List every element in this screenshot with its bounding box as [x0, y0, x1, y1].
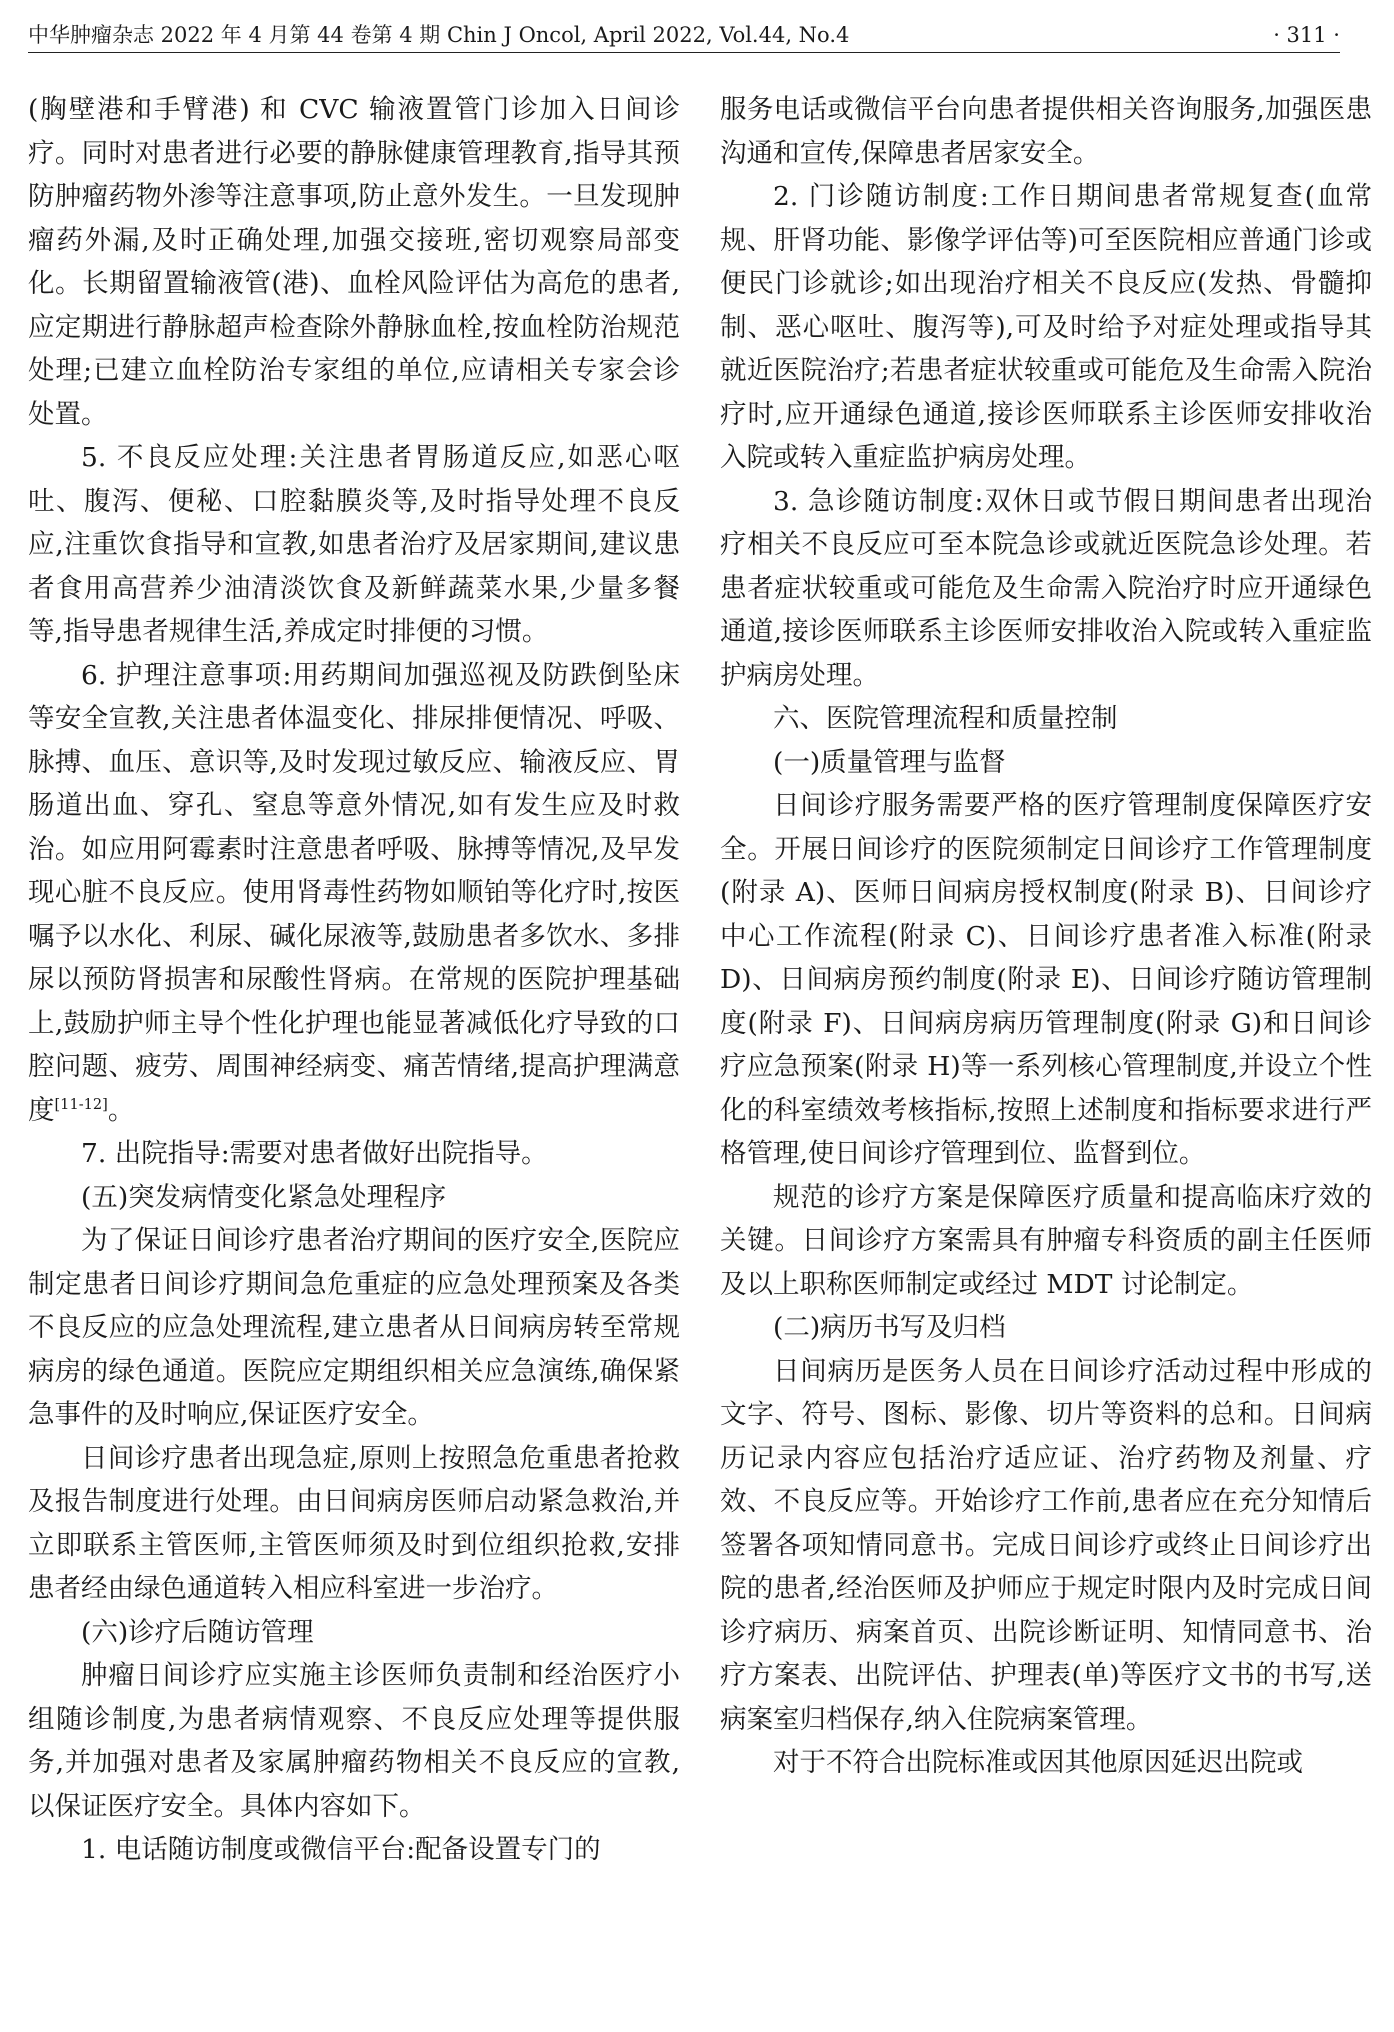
- paragraph: (胸壁港和手臂港) 和 CVC 输液置管门诊加入日间诊疗。同时对患者进行必要的静脉健康管理教育,指导其预防肿瘤药物外渗等注意事项,防止意外发生。一旦发现肿瘤药外漏,及时正确处理,加强交接班,密切观察局部变化。长期留置输液管(港)、血栓风险评估为高危的患者,应定期进行静脉超声检查除外静脉血栓,按血栓防治规范处理;已建立血栓防治专家组的单位,应请相关专家会诊处置。: [28, 94, 680, 430]
- paragraph: 日间诊疗患者出现急症,原则上按照急危重患者抢救及报告制度进行处理。由日间病房医师启动紧急救治,并立即联系主管医师,主管医师须及时到位组织抢救,安排患者经由绿色通道转入相应科室进一步治疗。: [28, 1442, 680, 1604]
- paragraph: 为了保证日间诊疗患者治疗期间的医疗安全,医院应制定患者日间诊疗期间急危重症的应急处理预案及各类不良反应的应急处理流程,建立患者从日间病房转至常规病房的绿色通道。医院应定期组织相关应急演练,确保紧急事件的及时响应,保证医疗安全。: [28, 1225, 680, 1430]
- left-column: [28, 88, 680, 1872]
- paragraph: 2. 门诊随访制度:工作日期间患者常规复查(血常规、肝肾功能、影像学评估等)可至医院相应普通门诊或便民门诊就诊;如出现治疗相关不良反应(发热、骨髓抑制、恶心呕吐、腹泻等),可及时给予对症处理或指导其就近医院治疗;若患者症状较重或可能危及生命需入院治疗时,应开通绿色通道,接诊医师联系主诊医师安排收治入院或转入重症监护病房处理。: [720, 181, 1372, 473]
- subsection-heading: (二)病历书写及归档: [773, 1312, 1006, 1343]
- paragraph: 对于不符合出院标准或因其他原因延迟出院或: [773, 1747, 1303, 1778]
- journal-citation: 中华肿瘤杂志 2022 年 4 月第 44 卷第 4 期 Chin J Oncol, April 2022, Vol.44, No.4: [28, 23, 850, 47]
- paragraph: [28, 654, 680, 1133]
- paragraph: 日间诊疗服务需要严格的医疗管理制度保障医疗安全。开展日间诊疗的医院须制定日间诊疗工作管理制度(附录 A)、医师日间病房授权制度(附录 B)、日间诊疗中心工作流程(附录 C)、日间诊疗患者准入标准(附录 D)、日间病房预约制度(附录 E)、日间诊疗随访管理制度(附录 F)、日间病房病历管理制度(附录 G)和日间诊疗应急预案(附录 H)等一系列核心管理制度,并设立个性化的科室绩效考核指标,按照上述制度和指标要求进行严格管理,使日间诊疗管理到位、监督到位。: [720, 790, 1372, 1169]
- paragraph: 3. 急诊随访制度:双休日或节假日期间患者出现治疗相关不良反应可至本院急诊或就近医院急诊处理。若患者症状较重或可能危及生命需入院治疗时应开通绿色通道,接诊医师联系主诊医师安排收治入院或转入重症监护病房处理。: [720, 485, 1372, 691]
- section-heading: (六)诊疗后随访管理: [81, 1616, 314, 1648]
- paragraph: 5. 不良反应处理:关注患者胃肠道反应,如恶心呕吐、腹泻、便秘、口腔黏膜炎等,及时指导处理不良反应,注重饮食指导和宣教,如患者治疗及居家期间,建议患者食用高营养少油清淡饮食及新鲜蔬菜水果,少量多餐等,指导患者规律生活,养成定时排便的习惯。: [28, 442, 680, 647]
- paragraph: 服务电话或微信平台向患者提供相关咨询服务,加强医患沟通和宣传,保障患者居家安全。: [720, 94, 1372, 169]
- running-header: [28, 18, 1340, 53]
- paragraph-tail: 。: [107, 1094, 135, 1126]
- paragraph-text: 6. 护理注意事项:用药期间加强巡视及防跌倒坠床等安全宣教,关注患者体温变化、排尿排便情况、呼吸、脉搏、血压、意识等,及时发现过敏反应、输液反应、胃肠道出血、穿孔、窒息等意外情况,如有发生应及时救治。如应用阿霉素时注意患者呼吸、脉搏等情况,及早发现心脏不良反应。使用肾毒性药物如顺铂等化疗时,按医嘱予以水化、利尿、碱化尿液等,鼓励患者多饮水、多排尿以预防肾损害和尿酸性肾病。在常规的医院护理基础上,鼓励护师主导个性化护理也能显著减低化疗导致的口腔问题、疲劳、周围神经病变、痛苦情绪,提高护理满意度: [28, 659, 680, 1126]
- section-heading: (五)突发病情变化紧急处理程序: [81, 1181, 447, 1213]
- paragraph: 日间病历是医务人员在日间诊疗活动过程中形成的文字、符号、图标、影像、切片等资料的总和。日间病历记录内容应包括治疗适应证、治疗药物及剂量、疗效、不良反应等。开始诊疗工作前,患者应在充分知情后签署各项知情同意书。完成日间诊疗或终止日间诊疗出院的患者,经治医师及护师应于规定时限内及时完成日间诊疗病历、病案首页、出院诊断证明、知情同意书、治疗方案表、出院评估、护理表(单)等医疗文书的书写,送病案室归档保存,纳入住院病案管理。: [720, 1355, 1372, 1735]
- section-heading: 六、医院管理流程和质量控制: [773, 703, 1118, 734]
- paragraph: 7. 出院指导:需要对患者做好出院指导。: [81, 1138, 548, 1169]
- right-column: [720, 88, 1372, 1785]
- page-number: · 311 ·: [1273, 23, 1340, 47]
- subsection-heading: (一)质量管理与监督: [773, 746, 1006, 778]
- citation-ref: [11-12]: [54, 1095, 108, 1113]
- paragraph: 1. 电话随访制度或微信平台:配备设置专门的: [81, 1834, 601, 1865]
- paragraph: 肿瘤日间诊疗应实施主诊医师负责制和经治医疗小组随诊制度,为患者病情观察、不良反应处理等提供服务,并加强对患者及家属肿瘤药物相关不良反应的宣教,以保证医疗安全。具体内容如下。: [28, 1660, 680, 1822]
- paragraph: 规范的诊疗方案是保障医疗质量和提高临床疗效的关键。日间诊疗方案需具有肿瘤专科资质的副主任医师及以上职称医师制定或经过 MDT 讨论制定。: [720, 1181, 1372, 1300]
